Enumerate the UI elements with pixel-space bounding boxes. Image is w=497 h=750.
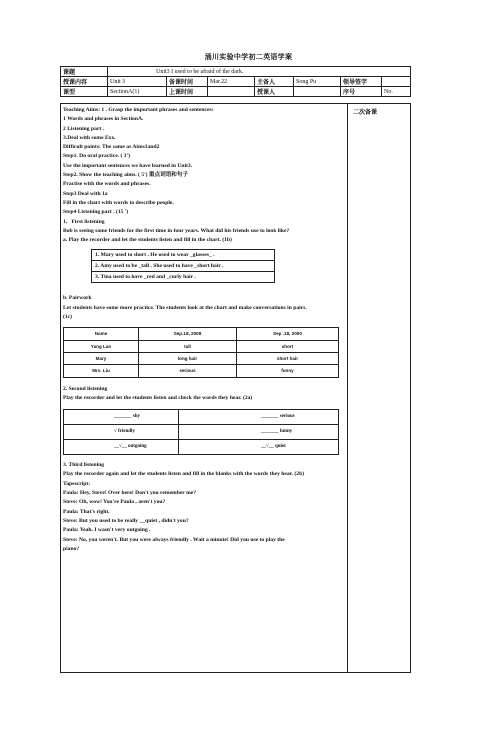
first-listening-instruction: a. Play the recorder and let the students listen and fill in the chart. (1b)	[63, 237, 232, 244]
page-title: 涌川实验中学初二英语学案	[204, 53, 293, 61]
header-label-class-time: 上课时间	[167, 87, 208, 97]
header-label-preparer: 主备人	[255, 77, 294, 87]
column-divider	[347, 104, 348, 672]
header-label-teacher: 授课人	[255, 87, 294, 97]
check-cell: __√__ quiet	[178, 440, 338, 455]
table-cell: Sep.18, 2008	[139, 328, 237, 340]
check-cell: _______ serious	[178, 410, 338, 425]
pairwork-text: Let students have some more practice. The students look at the chart and make conversations in pairs.	[63, 304, 307, 311]
table-cell: funny	[236, 365, 338, 377]
header-label-type: 课型	[61, 87, 108, 97]
header-topic-value: Unit3 I used to be afraid of the dark.	[108, 67, 411, 77]
tapescript-line: piano?	[63, 545, 80, 552]
aim-1: 1 Words and phrases in SectionA.	[63, 116, 144, 123]
tapescript-label: Tapescript:	[63, 480, 91, 487]
pairwork-ref: (1c)	[63, 314, 73, 321]
answer-table-1b	[91, 249, 275, 283]
aim-3: 3.Deal with some Exx.	[63, 134, 116, 141]
third-listening-title: 3. Third listening	[63, 462, 105, 469]
pairwork-title: b. Pairwork	[63, 295, 92, 302]
header-signature-value	[382, 77, 411, 87]
step-4: Step4 Listening part . (15 ')	[63, 209, 129, 216]
header-label-signature: 领导签字	[341, 77, 382, 87]
answer-row: 2. Amy used to be _tall . She used to have _short hair .	[92, 261, 275, 272]
tapescript-line: Paula: Yeah. I wasn't very outgoing .	[63, 527, 151, 534]
step-3: Step3 Deal with 1a	[63, 190, 108, 197]
table-cell: Sep .18, 2000	[236, 328, 338, 340]
tapescript-line: Paula: Hey, Steve! Over here! Don't you remember me?	[63, 490, 197, 497]
table-cell: Mary	[64, 352, 139, 364]
tapescript-line: Steve: Oh, wow! You're Paula , aren't you?	[63, 499, 166, 506]
step-2: Step2. Show the teaching aims. ( 5') 重点词语和句子	[63, 172, 189, 179]
table-cell: Name	[64, 328, 139, 340]
header-type-value: SectionA(1)	[108, 87, 167, 97]
tapescript-line: Steve: No, you weren't. But you were always friendly . Wait a minute! Did you use to play the	[63, 536, 285, 543]
step-2-detail: Practise with the words and phrases.	[63, 181, 151, 188]
check-cell: __√__ outgoing	[64, 440, 179, 455]
teaching-aims: Teaching Aims: 1 . Grasp the important phrases and sentences:	[63, 107, 214, 113]
header-label-topic: 课题	[61, 67, 108, 77]
answer-row: 3. Tina used to have _red and _curly hair .	[92, 272, 275, 283]
header-label-number: 序号	[341, 87, 382, 97]
difficult-points: Difficult points: The same as Aims1and2	[63, 144, 160, 151]
table-cell: serious	[139, 365, 237, 377]
header-content-value: Unit 3	[108, 77, 167, 87]
header-prep-time-value: Mar.22	[208, 77, 255, 87]
table-cell: Mrs. Liu	[64, 365, 139, 377]
answer-row: 1. Mary used to short . He used to wear _glasses_ .	[92, 250, 275, 261]
header-class-time-value	[208, 87, 255, 97]
table-cell: short hair	[236, 352, 338, 364]
table-cell: tall	[139, 340, 237, 352]
tapescript-line: Steve: But you used to be really __quiet , didn't you?	[63, 517, 189, 524]
check-cell: √ friendly	[64, 425, 179, 440]
checklist-table-2a	[63, 409, 339, 455]
tapescript-line: Paula: That's right.	[63, 508, 110, 515]
check-cell: _______ shy	[64, 410, 179, 425]
first-listening-title: 1．First listening	[63, 218, 105, 225]
table-cell: Yang Lan	[64, 340, 139, 352]
aim-2: 2 Listening part .	[63, 125, 105, 132]
header-label-prep-time: 备课时间	[167, 77, 208, 87]
header-teacher-value	[294, 87, 341, 97]
lesson-body	[60, 103, 411, 673]
comparison-table-1c	[63, 327, 339, 377]
header-preparer-value: Song Pu	[294, 77, 341, 87]
header-number-value: No.	[382, 87, 411, 97]
table-cell: short	[236, 340, 338, 352]
lesson-content	[63, 106, 345, 554]
step-1: Step1. Do oral practice. ( 3')	[63, 153, 130, 160]
header-label-content: 授课内容	[61, 77, 108, 87]
side-notes-label: 二次备课	[353, 110, 378, 116]
second-listening-title: 2. Second listening	[63, 385, 108, 392]
step-3-detail: Fill in the chart with words to describe people.	[63, 199, 174, 206]
check-cell: _______ funny	[178, 425, 338, 440]
table-cell: long hair	[139, 352, 237, 364]
first-listening-question: Bob is seeing some friends for the first time in four years. What did his friends use to look like?	[63, 227, 290, 234]
step-1-detail: Use the important sentences we have learned in Unit3.	[63, 162, 193, 169]
second-listening-text: Play the recorder and let the students listen and check the words they hear. (2a)	[63, 394, 253, 401]
third-listening-text: Play the recorder again and let the students listen and fill in the blanks with the words they hear. (2b)	[63, 471, 305, 478]
header-table	[60, 66, 411, 97]
